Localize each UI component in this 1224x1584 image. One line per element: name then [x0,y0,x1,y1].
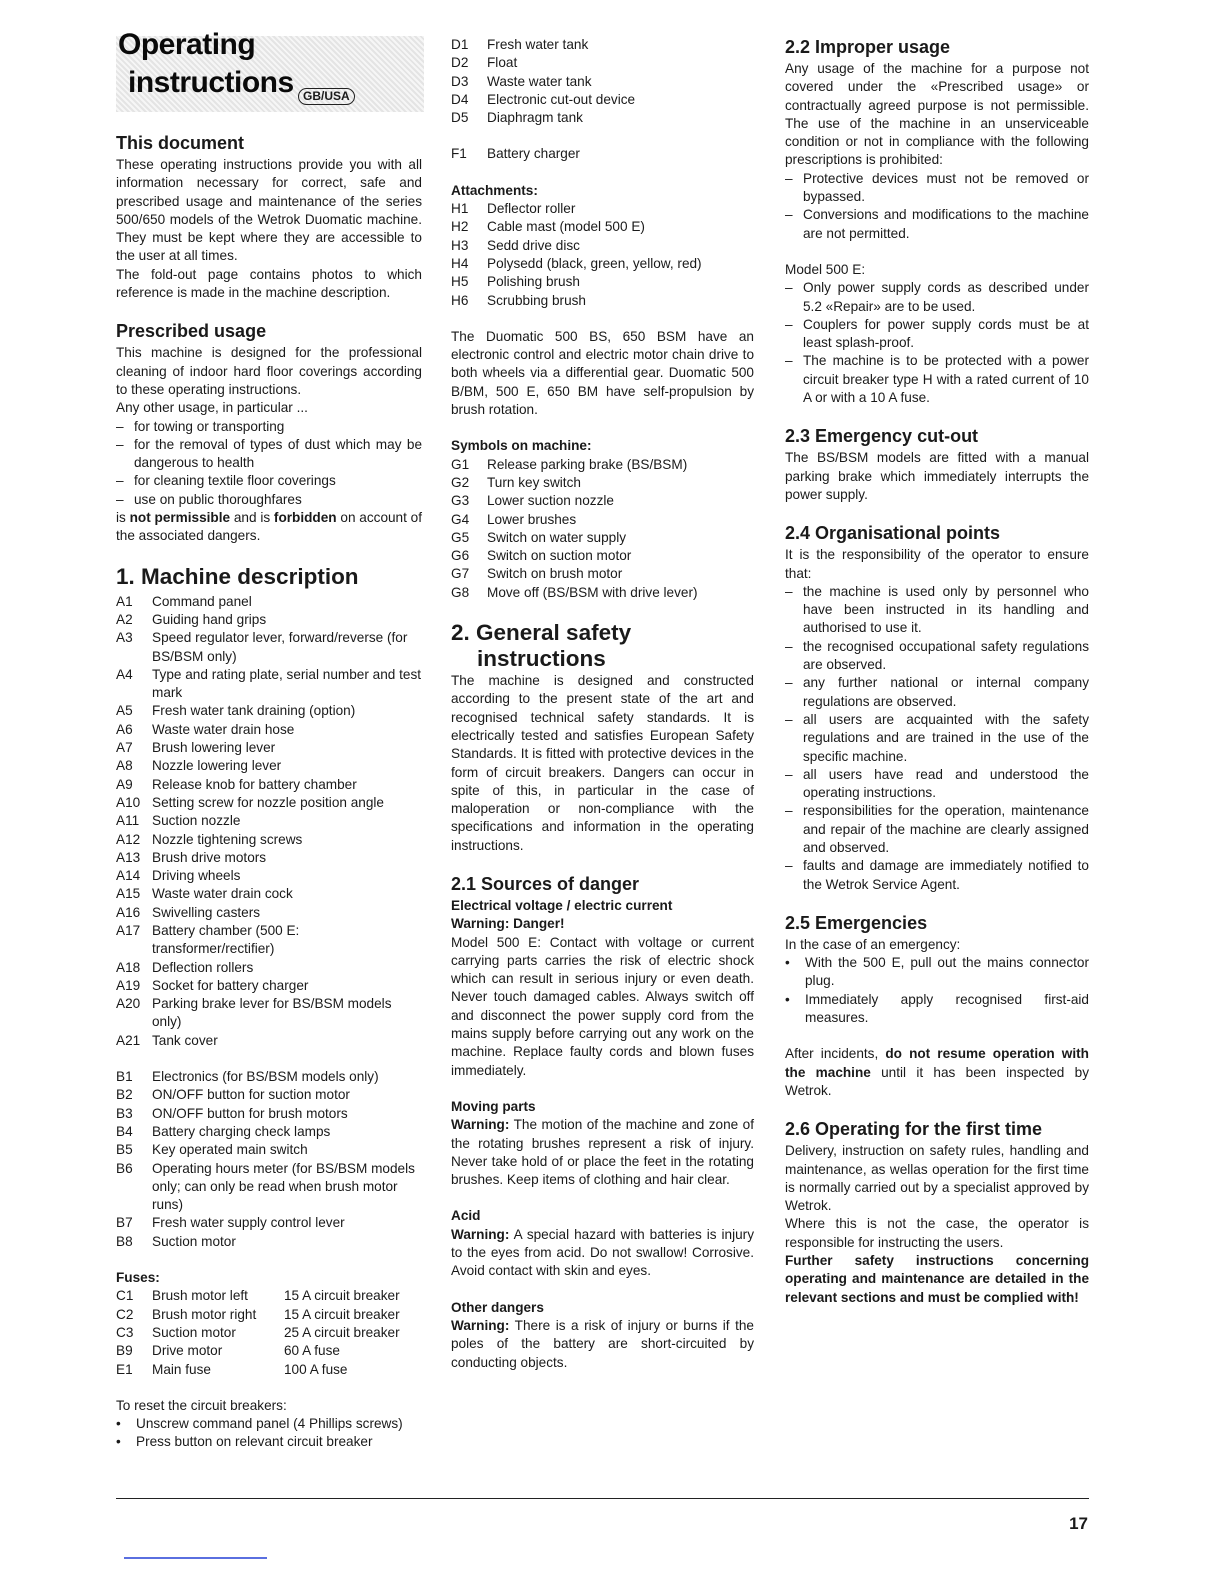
list-item [116,472,422,490]
emergency-cutout-heading: 2.3 Emergency cut-out [785,426,979,447]
list-item [116,904,422,922]
dash-marker: – [785,803,793,819]
item-text: ON/OFF button for brush motors [152,1105,348,1121]
prescribed-usage-text-2: Any other usage, in particular ... [116,400,308,416]
item-code: A11 [116,813,140,829]
list-item [451,109,754,127]
item-text: Switch on water supply [487,529,627,545]
bullet-marker: • [116,1416,121,1432]
item-text: Fresh water tank draining (option) [152,703,356,719]
fuse-row [116,1361,422,1379]
item-text: Electronic cut-out device [487,91,636,107]
item-text: Swivelling casters [152,904,261,920]
item-text: With the 500 E, pull out the mains connector plug. [805,955,1089,989]
list-item [116,1233,422,1251]
electrical-warning: Warning: Danger! [451,916,565,932]
list-item [116,1032,422,1050]
item-text: Speed regulator lever, forward/reverse (for BS/BSM only) [152,630,408,664]
item-text: Brush drive motors [152,849,267,865]
list-item [116,1105,422,1123]
item-text: Parking brake lever for BS/BSM models only) [152,996,392,1030]
list-item [116,1160,422,1215]
machine-description-heading: 1. Machine description [116,563,359,589]
list-item [451,91,754,109]
fuse-name: Drive motor [152,1343,223,1359]
item-text: for the removal of types of dust which may be dangerous to health [134,436,422,471]
list-item [785,674,1089,711]
dash-marker: – [785,766,793,782]
moving-parts-heading: Moving parts [451,1098,536,1114]
fuse-value: 60 A fuse [284,1343,340,1359]
list-item [451,255,754,273]
item-code: G8 [451,584,470,600]
other-dangers-heading: Other dangers [451,1299,544,1315]
list-item [451,474,754,492]
list-item [785,316,1089,353]
bullet-marker: • [116,1434,121,1450]
first-time-text: Delivery, instruction on safety rules, handling and maintenance, as wellas operation for the first time is normally carried out by a specialist approved by Wetrok. [785,1143,1089,1214]
fuse-name: Suction motor [152,1324,236,1340]
fuses-heading: Fuses: [116,1270,160,1286]
item-text: Lower brushes [487,511,577,527]
list-item [116,977,422,995]
item-code: G1 [451,456,470,472]
parts-list-a [116,593,422,1050]
item-code: B2 [116,1087,133,1103]
list-item [116,666,422,703]
fuse-code: C1 [116,1288,134,1304]
dash-marker: – [785,170,793,186]
emergency-cutout-text: The BS/BSM models are fitted with a manual parking brake which immediately interrupts the power supply. [785,450,1089,502]
item-code: G3 [451,493,470,509]
item-code: H3 [451,237,469,253]
parts-list-d [451,36,754,127]
item-code: A13 [116,849,141,865]
item-code: A12 [116,831,141,847]
item-text: Move off (BS/BSM with drive lever) [487,584,698,600]
list-item [116,794,422,812]
item-text: Socket for battery charger [152,977,309,993]
item-text: Setting screw for nozzle position angle [152,794,384,810]
dash-marker: – [785,207,793,223]
list-item [451,565,754,583]
fuse-name: Brush motor left [152,1288,248,1304]
item-code: A15 [116,886,141,902]
item-text: Brush lowering lever [152,740,276,756]
list-item [785,991,1089,1028]
improper-usage-text: Any usage of the machine for a purpose not covered under the «Prescribed usage» or contractually agreed purpose is not permissible. The use of the machine in an unserviceable condition or not in compliance with the following prescriptions is prohibited: [785,61,1089,168]
item-code: D5 [451,110,469,126]
item-text: Nozzle tightening screws [152,831,303,847]
prescribed-usage-heading: Prescribed usage [116,321,267,342]
bullet-marker: • [785,955,790,971]
list-item [785,206,1089,243]
list-item [116,629,422,666]
item-text: Key operated main switch [152,1142,308,1158]
bullet-marker: • [785,991,790,1007]
list-item [785,279,1089,316]
item-text: Release parking brake (BS/BSM) [487,456,688,472]
item-code: A19 [116,977,141,993]
list-item [451,456,754,474]
item-text: Only power supply cords as described under 5.2 «Repair» are to be used. [803,280,1089,314]
item-text: faults and damage are immediately notified to the Wetrok Service Agent. [803,858,1089,892]
fuse-row [116,1342,422,1360]
prescribed-usage-text: This machine is designed for the professional cleaning of indoor hard floor coverings according to these operating instructions. [116,345,422,397]
fuse-row [116,1287,422,1305]
list-item [116,831,422,849]
list-item [116,739,422,757]
item-code: F1 [451,146,467,162]
list-item [116,849,422,867]
list-item [451,36,754,54]
item-code: B6 [116,1160,133,1176]
list-item [785,170,1089,207]
item-text: Electronics (for BS/BSM models only) [152,1069,379,1085]
item-text: Guiding hand grips [152,611,267,627]
other-dangers-text: Warning: There is a risk of injury or burns if the poles of the battery are short-circuited by conducting objects. [451,1317,754,1370]
duomatic-text: The Duomatic 500 BS, 650 BSM have an electronic control and electric motor chain drive to both wheels via a differential gear. Duomatic 500 B/BM, 500 E, 650 BM have self-propulsion by brush rotation. [451,328,754,418]
parts-list-f [451,145,754,163]
list-item [451,529,754,547]
fuse-row [116,1324,422,1342]
list-item [785,638,1089,675]
list-item [116,922,422,959]
logo-line-1: Operating [118,28,256,61]
list-item [116,867,422,885]
list-item [116,702,422,720]
parts-list-b [116,1068,422,1251]
item-text: Immediately apply recognised first-aid measures. [805,991,1089,1026]
item-text: Driving wheels [152,868,241,884]
list-item [116,1141,422,1159]
item-text: Battery charging check lamps [152,1123,331,1139]
item-code: G6 [451,548,470,564]
fuse-code: C2 [116,1306,134,1322]
attachments-heading: Attachments: [451,182,538,198]
dash-marker: – [785,638,793,654]
list-item [785,802,1089,857]
list-item [785,766,1089,803]
list-item [785,857,1089,894]
item-text: Battery charger [487,146,580,162]
item-text: Fresh water tank [487,37,589,52]
item-text: responsibilities for the operation, maintenance and repair of the machine are clearly assigned and observed. [803,803,1089,855]
item-code: G2 [451,474,470,490]
logo-line-2: instructions [128,66,294,99]
page-number: 17 [1069,1514,1088,1533]
sources-of-danger-heading: 2.1 Sources of danger [451,873,640,894]
item-code: D3 [451,73,469,89]
first-time-text-2: Where this is not the case, the operator is responsible for instructing the users. [785,1216,1089,1250]
fuse-code: B9 [116,1343,133,1359]
list-item [116,885,422,903]
item-text: Float [487,55,518,71]
item-code: A21 [116,1032,141,1048]
item-text: Turn key switch [487,474,581,490]
item-code: A16 [116,904,141,920]
item-text: Tank cover [152,1032,218,1048]
list-item [451,547,754,565]
item-text: Switch on suction motor [487,548,632,564]
model-label: Model 500 E: [785,261,866,277]
list-item [116,436,422,473]
list-item [116,418,422,436]
item-text: Couplers for power supply cords must be at least splash-proof. [803,316,1089,351]
general-safety-text: The machine is designed and constructed according to the present state of the art and recognised technical safety standards. It is electrically tested and satisfies European Safety Standards. It is fitted with protective devices in the form of circuit breakers. Dangers can occur in spite of this, in particular in the case of maloperation or non-compliance with the specifications and information in the operating instructions. [451,673,754,853]
item-code: A3 [116,630,133,646]
item-text: Polysedd (black, green, yellow, red) [487,255,702,271]
this-document-text: These operating instructions provide you with all information necessary for correct, safe and prescribed usage and maintenance of the series 500/650 models of the Wetrok Duomatic machine. They must be kept where they are accessible to the user at all times. [116,157,422,264]
dash-marker: – [785,858,793,874]
list-item [451,145,754,163]
item-code: A7 [116,740,133,756]
item-text: Scrubbing brush [487,292,586,308]
list-item [116,1086,422,1104]
list-item [451,292,754,310]
item-code: G7 [451,566,470,582]
emergencies-text: In the case of an emergency: [785,936,961,952]
list-item [451,511,754,529]
item-code: H4 [451,255,469,271]
dash-marker: – [785,583,793,599]
item-text: for towing or transporting [134,418,285,434]
item-code: G4 [451,511,470,527]
list-item [116,593,422,611]
dash-marker: – [116,473,124,489]
general-safety-heading: 2. General safety instructions [451,620,632,672]
list-item [451,237,754,255]
item-code: A20 [116,996,141,1012]
item-text: Command panel [152,593,252,609]
list-item [116,1214,422,1232]
item-code: A17 [116,922,141,938]
item-text: Type and rating plate, serial number and test mark [152,666,422,701]
item-text: Protective devices must not be removed or bypassed. [803,170,1089,205]
after-incidents-text: After incidents, do not resume operation with the machine until it has been inspected by Wetrok. [785,1046,1089,1098]
fuse-code: C3 [116,1324,134,1340]
list-item [785,711,1089,766]
list-item [116,1415,422,1433]
item-text: Waste water drain cock [152,886,293,902]
fuse-code: E1 [116,1361,133,1377]
organisational-heading: 2.4 Organisational points [785,523,1001,544]
item-code: A6 [116,721,133,737]
item-text: Nozzle lowering lever [152,758,282,774]
item-text: Battery chamber (500 E: transformer/rectifier) [152,922,300,957]
first-time-heading: 2.6 Operating for the first time [785,1119,1043,1140]
item-code: A9 [116,776,133,792]
item-code: A10 [116,794,141,810]
emergencies-list [785,954,1089,1027]
first-time-warning: Further safety instructions concerning operating and maintenance are detailed in the relevant sections and must be complied with! [785,1253,1089,1305]
item-text: any further national or internal company regulations are observed. [803,675,1089,709]
item-text: all users have read and understood the operating instructions. [803,766,1089,801]
item-code: A1 [116,593,133,609]
dash-marker: – [785,280,793,296]
item-code: A18 [116,959,141,975]
list-item [116,776,422,794]
list-item [785,583,1089,638]
item-text: use on public thoroughfares [134,491,302,507]
item-code: D2 [451,55,469,71]
list-item [116,1123,422,1141]
electrical-text: Model 500 E: Contact with voltage or current carrying parts carries the risk of electric shock which can result in serious injury or even death. Never touch damaged cables. Always switch off and disconnect the power supply cord from the mains supply before carrying out any work on the machine. Replace faulty cords and blown fuses immediately. [451,934,754,1078]
list-item [451,200,754,218]
item-text: Conversions and modifications to the machine are not permitted. [803,207,1089,241]
column-1 [116,28,423,1452]
list-item [116,1433,422,1451]
dash-marker: – [785,675,793,691]
organisational-text: It is the responsibility of the operator to ensure that: [785,547,1089,581]
item-text: Waste water drain hose [152,721,295,737]
item-code: A4 [116,666,133,682]
fuse-value: 15 A circuit breaker [284,1306,400,1322]
list-item [785,352,1089,407]
fuse-value: 25 A circuit breaker [284,1324,400,1340]
model-500e-list [785,279,1089,407]
this-document-heading: This document [116,133,245,153]
acid-heading: Acid [451,1208,481,1224]
dash-marker: – [785,353,793,369]
item-text: Switch on brush motor [487,566,623,582]
item-code: B3 [116,1105,133,1121]
improper-usage-heading: 2.2 Improper usage [785,37,951,57]
list-item [451,54,754,72]
list-item [116,721,422,739]
item-code: H2 [451,219,469,235]
item-code: B5 [116,1142,133,1158]
fuse-value: 100 A fuse [284,1361,348,1377]
item-code: G5 [451,529,470,545]
item-text: The machine is to be protected with a power circuit breaker type H with a rated current of 10 A or with a 10 A fuse. [803,353,1089,406]
item-text: Press button on relevant circuit breaker [136,1434,373,1450]
item-text: Fresh water supply control lever [152,1215,345,1231]
reset-intro: To reset the circuit breakers: [116,1397,287,1413]
column-3 [785,36,1089,1307]
dash-marker: – [785,711,793,727]
item-text: Deflection rollers [152,959,254,975]
language-tag: GB/USA [298,88,355,105]
item-text: the machine is used only by personnel who have been instructed in its handling and authorised to use it. [803,583,1089,636]
list-item [451,218,754,236]
dash-marker: – [116,436,124,452]
item-code: H5 [451,274,469,290]
item-text: for cleaning textile floor coverings [134,473,336,489]
item-text: all users are acquainted with the safety regulations and are trained in the use of the specific machine. [803,711,1089,764]
item-code: H6 [451,292,469,308]
list-item [451,492,754,510]
list-item [451,273,754,291]
item-text: Suction motor [152,1233,236,1249]
item-text: Release knob for battery chamber [152,776,357,792]
column-2 [451,36,754,1372]
list-item [116,491,422,509]
item-code: A2 [116,611,133,627]
fuse-name: Main fuse [152,1361,211,1377]
item-code: A5 [116,703,133,719]
item-code: D4 [451,91,469,107]
footer-rule [116,1498,1089,1499]
item-text: Diaphragm tank [487,110,583,126]
list-item [116,812,422,830]
item-text: ON/OFF button for suction motor [152,1087,350,1103]
fuses-table [116,1287,422,1378]
fuse-value: 15 A circuit breaker [284,1288,400,1304]
title-logo [116,28,424,112]
item-text: Suction nozzle [152,813,241,829]
reset-steps [116,1415,422,1452]
item-text: Lower suction nozzle [487,493,614,509]
item-code: A14 [116,868,141,884]
item-code: B7 [116,1215,133,1231]
emergencies-heading: 2.5 Emergencies [785,912,928,933]
symbols-heading: Symbols on machine: [451,438,592,454]
list-item [451,73,754,91]
item-code: B4 [116,1123,133,1139]
symbols-list [451,456,754,602]
fuse-name: Brush motor right [152,1306,257,1322]
attachments-list [451,200,754,310]
list-item [116,757,422,775]
list-item [116,1068,422,1086]
item-text: Operating hours meter (for BS/BSM models only; can only be read when brush motor runs) [152,1160,415,1213]
dash-marker: – [116,491,124,507]
item-code: H1 [451,201,469,217]
item-code: B8 [116,1233,133,1249]
electrical-heading: Electrical voltage / electric current [451,897,673,913]
item-text: Unscrew command panel (4 Phillips screws) [136,1416,403,1432]
item-text: the recognised occupational safety regulations are observed. [803,638,1089,673]
item-code: A8 [116,758,133,774]
dash-marker: – [116,418,124,434]
bottom-link-bar [124,1557,267,1559]
this-document-text-2: The fold-out page contains photos to which reference is made in the machine description. [116,266,422,301]
acid-text: Warning: A special hazard with batteries is injury to the eyes from acid. Do not swallow! Corrosive. Avoid contact with skin and eyes. [451,1226,754,1279]
list-item [451,584,754,602]
organisational-list [785,583,1089,894]
item-text: Deflector roller [487,201,576,217]
item-code: D1 [451,37,469,52]
item-text: Waste water tank [487,73,592,89]
item-code: B1 [116,1069,133,1085]
item-text: Cable mast (model 500 E) [487,219,645,235]
list-item [116,959,422,977]
item-text: Sedd drive disc [487,237,580,253]
list-item [785,954,1089,991]
moving-parts-text: Warning: The motion of the machine and zone of the rotating brushes represent a risk of injury. Never take hold of or place the feet in the rotating brushes. Keep items of clothing and hair clear. [451,1117,755,1188]
item-text: Polishing brush [487,274,580,290]
dash-marker: – [785,316,793,332]
prescribed-usage-conclusion: is not permissible and is forbidden on account of the associated dangers. [116,510,423,544]
prescribed-usage-list [116,418,422,509]
fuse-row [116,1306,422,1324]
improper-usage-list [785,170,1089,243]
list-item [116,995,422,1032]
list-item [116,611,422,629]
